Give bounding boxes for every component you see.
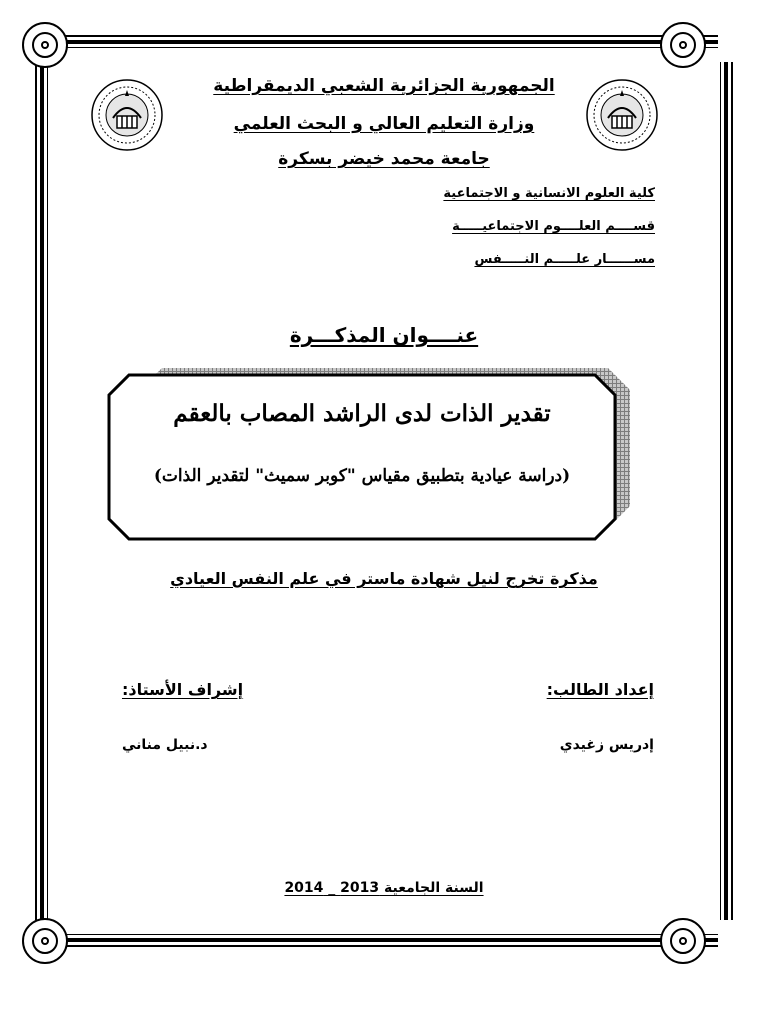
supervisor-name: د.نبيل مناني <box>122 737 208 753</box>
frame-corner-ornament <box>660 22 706 68</box>
frame-corner-ornament <box>22 22 68 68</box>
ministry-heading: وزارة التعليم العالي و البحث العلمي <box>233 114 535 134</box>
supervisor-label: إشراف الأستاذ: <box>122 680 244 699</box>
memo-title-heading: عنــــوان المذكـــرة <box>289 323 479 347</box>
republic-heading: الجمهورية الجزائرية الشعبي الديمقراطية <box>213 76 555 96</box>
title-box <box>107 373 617 541</box>
department-name: قســــم العلــــوم الاجتماعيـــــة <box>452 219 655 234</box>
faculty-name: كلية العلوم الانسانية و الاجتماعية <box>443 186 655 201</box>
thesis-title: تقدير الذات لدى الراشد المصاب بالعقم <box>173 400 551 427</box>
track-name: مســــــار علـــــم النـــــفس <box>474 252 655 267</box>
thesis-subtitle: (دراسة عيادية بتطبيق مقياس "كوبر سميث" لتقدير الذات) <box>153 466 571 486</box>
student-name: إدريس زغيدي <box>559 737 654 753</box>
academic-year: السنة الجامعية 2013 _ 2014 <box>284 880 484 896</box>
frame-corner-ornament <box>22 918 68 964</box>
degree-statement: مذكرة تخرج لنيل شهادة ماستر في علم النفس العيادي <box>170 569 598 588</box>
student-label: إعداد الطالب: <box>546 680 654 699</box>
university-heading: جامعة محمد خيضر بسكرة <box>278 149 490 169</box>
frame-corner-ornament <box>660 918 706 964</box>
